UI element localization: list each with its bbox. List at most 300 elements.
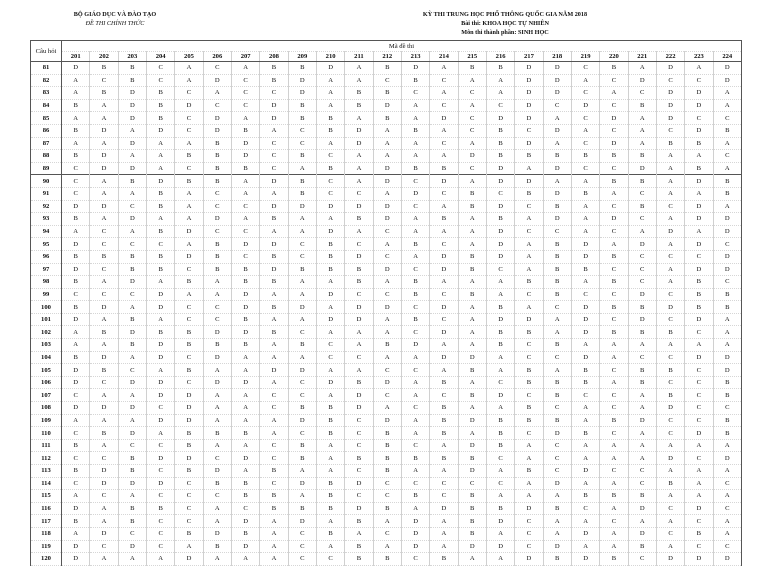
answer-cell: B [203,339,231,352]
answer-cell: A [288,276,316,289]
answer-cell: D [571,99,599,112]
answer-cell: C [260,162,288,175]
answer-cell: C [288,553,316,566]
question-column-header: Câu hỏi [31,41,62,62]
answer-cell: B [118,175,146,188]
answer-cell: B [345,540,373,553]
answer-cell: D [288,200,316,213]
answer-cell: A [401,351,429,364]
answer-cell: B [656,389,684,402]
answer-cell: A [203,553,231,566]
answer-cell: B [543,238,571,251]
answer-cell: D [203,326,231,339]
answer-cell: D [486,250,514,263]
answer-cell: C [316,187,344,200]
answer-cell: D [90,162,118,175]
answer-cell: A [62,225,90,238]
answer-cell: D [515,62,543,75]
answer-cell: D [571,527,599,540]
answer-cell: C [90,263,118,276]
answer-cell: D [62,502,90,515]
answer-cell: B [345,99,373,112]
answer-cell: A [486,527,514,540]
answer-cell: D [118,162,146,175]
answer-cell: B [685,276,713,289]
answer-cell: A [458,326,486,339]
ministry-name: BỘ GIÁO DỤC VÀ ĐÀO TẠO [73,11,157,18]
answer-cell: A [430,339,458,352]
answer-cell: A [628,137,656,150]
answer-cell: C [600,288,628,301]
answer-cell: A [345,62,373,75]
answer-cell: B [146,225,174,238]
answer-cell: C [656,250,684,263]
answer-cell: B [628,326,656,339]
answer-cell: C [345,414,373,427]
answer-cell: A [685,465,713,478]
answer-cell: A [62,414,90,427]
answer-cell: B [316,527,344,540]
answer-cell: C [486,263,514,276]
answer-cell: C [543,225,571,238]
answer-cell: B [713,187,741,200]
answer-cell: D [515,502,543,515]
answer-cell: A [231,439,259,452]
answer-cell: B [600,490,628,503]
answer-cell: B [345,276,373,289]
answer-cell: C [231,200,259,213]
answer-cell: B [288,62,316,75]
answer-cell: C [316,150,344,163]
question-number: 117 [31,515,62,528]
answer-cell: B [90,364,118,377]
exam-code-cell: 211 [345,52,373,62]
answer-cell: B [515,150,543,163]
answer-cell: A [118,124,146,137]
answer-cell: C [713,238,741,251]
answer-cell: D [175,402,203,415]
answer-cell: B [203,263,231,276]
answer-cell: A [316,540,344,553]
answer-cell: A [231,553,259,566]
answer-cell: B [203,477,231,490]
answer-cell: B [486,62,514,75]
answer-cell: A [118,187,146,200]
answer-cell: D [175,250,203,263]
answer-cell: A [118,301,146,314]
answer-cell: A [260,553,288,566]
answer-cell: A [600,187,628,200]
answer-cell: A [316,515,344,528]
answer-cell: C [316,351,344,364]
answer-cell: C [656,527,684,540]
answer-cell: C [685,364,713,377]
answer-cell: A [458,238,486,251]
answer-cell: B [600,553,628,566]
answer-cell: D [62,364,90,377]
exam-code-cell: 221 [628,52,656,62]
question-number: 109 [31,414,62,427]
answer-cell: C [203,225,231,238]
answer-cell: A [175,62,203,75]
answer-cell: C [373,389,401,402]
answer-cell: D [345,389,373,402]
answer-cell: C [600,515,628,528]
answer-cell: D [373,99,401,112]
answer-cell: D [373,200,401,213]
answer-cell: D [685,238,713,251]
answer-cell: B [515,187,543,200]
answer-cell: C [401,326,429,339]
question-number: 120 [31,553,62,566]
answer-cell: D [401,339,429,352]
answer-cell: B [656,326,684,339]
answer-cell: B [288,187,316,200]
answer-cell: A [288,490,316,503]
answer-cell: A [713,87,741,100]
answer-cell: C [231,250,259,263]
answer-cell: A [373,276,401,289]
answer-cell: C [430,137,458,150]
answer-cell: A [231,402,259,415]
answer-cell: D [90,351,118,364]
answer-cell: B [90,87,118,100]
answer-cell: C [713,502,741,515]
question-number: 98 [31,276,62,289]
answer-cell: D [656,402,684,415]
exam-code-cell: 210 [316,52,344,62]
answer-cell: C [515,527,543,540]
answer-cell: A [571,74,599,87]
answer-cell: B [628,99,656,112]
exam-code-cell: 220 [600,52,628,62]
answer-cell: A [600,502,628,515]
exam-code-cell: 209 [288,52,316,62]
answer-cell: C [118,439,146,452]
answer-cell: C [260,87,288,100]
answer-cell: D [288,515,316,528]
answer-cell: C [430,187,458,200]
answer-cell: D [543,540,571,553]
answer-cell: B [345,87,373,100]
answer-cell: C [62,288,90,301]
answer-cell: B [628,364,656,377]
exam-subject: Môn thi thành phần: SINH HỌC [461,29,549,36]
answer-cell: D [118,427,146,440]
answer-cell: B [486,502,514,515]
answer-cell: C [175,112,203,125]
answer-cell: B [146,112,174,125]
answer-cell: C [656,351,684,364]
answer-cell: A [373,540,401,553]
answer-cell: A [656,187,684,200]
answer-cell: B [260,301,288,314]
answer-cell: A [401,502,429,515]
answer-cell: D [515,99,543,112]
answer-cell: A [316,99,344,112]
question-number: 82 [31,74,62,87]
question-number: 105 [31,364,62,377]
answer-cell: A [430,124,458,137]
answer-cell: B [628,490,656,503]
answer-cell: A [90,339,118,352]
answer-cell: B [316,238,344,251]
answer-cell: B [316,427,344,440]
answer-cell: C [175,87,203,100]
answer-cell: A [713,339,741,352]
answer-cell: A [458,225,486,238]
answer-cell: D [345,477,373,490]
answer-cell: A [486,553,514,566]
answer-cell: D [571,553,599,566]
answer-cell: A [118,150,146,163]
answer-cell: C [231,99,259,112]
answer-cell: C [260,439,288,452]
exam-code-cell: 205 [175,52,203,62]
answer-cell: A [656,465,684,478]
answer-cell: D [118,326,146,339]
answer-cell: A [90,313,118,326]
table-row [31,540,742,553]
answer-cell: B [231,477,259,490]
answer-cell: D [118,213,146,226]
exam-code-header: Mã đề thi [62,41,742,52]
exam-title: KỲ THI TRUNG HỌC PHỔ THÔNG QUỐC GIA NĂM 2018 [422,11,588,18]
answer-cell: B [515,376,543,389]
answer-cell: D [486,200,514,213]
answer-cell: A [260,414,288,427]
answer-cell: D [685,213,713,226]
answer-cell: A [600,439,628,452]
answer-cell: A [401,389,429,402]
answer-cell: D [486,112,514,125]
exam-code-cell: 223 [685,52,713,62]
answer-cell: C [90,490,118,503]
question-number: 94 [31,225,62,238]
answer-cell: C [656,124,684,137]
answer-cell: A [656,515,684,528]
answer-cell: B [713,427,741,440]
answer-cell: C [571,288,599,301]
answer-cell: B [345,515,373,528]
answer-cell: D [203,74,231,87]
answer-cell: D [118,137,146,150]
answer-cell: C [515,200,543,213]
answer-cell: B [118,62,146,75]
answer-cell: C [345,187,373,200]
question-number: 108 [31,402,62,415]
question-number: 101 [31,313,62,326]
answer-cell: A [600,351,628,364]
answer-cell: A [146,553,174,566]
answer-cell: C [203,490,231,503]
answer-cell: D [685,351,713,364]
answer-cell: D [685,502,713,515]
answer-cell: A [571,439,599,452]
answer-cell: C [486,99,514,112]
answer-cell: A [345,527,373,540]
table-row [31,376,742,389]
answer-cell: C [713,402,741,415]
answer-cell: B [628,150,656,163]
exam-header [380,10,630,37]
answer-cell: C [600,162,628,175]
answer-cell: A [628,452,656,465]
answer-cell: C [118,238,146,251]
answer-cell: B [373,87,401,100]
answer-cell: D [486,515,514,528]
answer-cell: A [175,540,203,553]
answer-cell: C [685,402,713,415]
answer-cell: A [345,339,373,352]
answer-cell: A [146,427,174,440]
answer-cell: C [430,490,458,503]
answer-cell: B [458,490,486,503]
exam-code-cell: 217 [515,52,543,62]
answer-cell: C [231,74,259,87]
answer-cell: D [515,74,543,87]
answer-cell: B [543,263,571,276]
answer-cell: D [90,150,118,163]
answer-cell: C [543,402,571,415]
answer-cell: C [515,540,543,553]
answer-cell: B [231,339,259,352]
answer-cell: B [571,364,599,377]
question-number: 86 [31,124,62,137]
answer-cell: A [62,339,90,352]
answer-cell: B [430,452,458,465]
answer-cell: D [345,137,373,150]
answer-cell: C [571,389,599,402]
answer-cell: D [118,112,146,125]
answer-cell: D [118,477,146,490]
exam-code-cell: 204 [146,52,174,62]
answer-cell: A [345,112,373,125]
answer-cell: B [345,213,373,226]
answer-cell: C [628,553,656,566]
answer-cell: C [345,439,373,452]
question-number: 107 [31,389,62,402]
question-number: 104 [31,351,62,364]
answer-cell: D [260,175,288,188]
answer-cell: B [486,124,514,137]
table-row [31,175,742,188]
answer-cell: A [175,213,203,226]
table-row [31,515,742,528]
answer-cell: B [458,62,486,75]
answer-cell: A [486,351,514,364]
answer-cell: A [203,276,231,289]
answer-cell: C [486,376,514,389]
answer-cell: C [515,515,543,528]
answer-cell: B [543,339,571,352]
answer-cell: A [571,515,599,528]
answer-cell: A [345,364,373,377]
answer-cell: A [90,553,118,566]
exam-code-cell: 215 [458,52,486,62]
answer-cell: D [486,225,514,238]
answer-cell: A [515,477,543,490]
answer-cell: D [118,276,146,289]
answer-cell: C [543,439,571,452]
answer-cell: A [345,150,373,163]
answer-cell: A [543,313,571,326]
answer-cell: C [288,527,316,540]
answer-cell: C [600,124,628,137]
table-row [31,427,742,440]
answer-cell: B [203,540,231,553]
answer-cell: B [458,502,486,515]
answer-cell: D [430,301,458,314]
answer-cell: B [685,162,713,175]
answer-cell: C [175,351,203,364]
answer-cell: B [401,313,429,326]
table-row [31,225,742,238]
answer-cell: B [203,175,231,188]
answer-cell: D [713,351,741,364]
answer-cell: B [62,250,90,263]
answer-cell: C [685,452,713,465]
answer-cell: D [656,62,684,75]
answer-cell: D [146,301,174,314]
answer-cell: A [203,402,231,415]
answer-cell: B [486,414,514,427]
answer-cell: D [628,313,656,326]
answer-cell: A [175,187,203,200]
answer-cell: C [401,439,429,452]
answer-cell: A [90,99,118,112]
answer-cell: B [486,339,514,352]
answer-cell: B [656,477,684,490]
answer-cell: A [316,452,344,465]
answer-cell: B [345,376,373,389]
answer-cell: A [203,414,231,427]
answer-cell: A [203,389,231,402]
answer-cell: D [713,553,741,566]
answer-cell: C [288,137,316,150]
answer-cell: D [175,225,203,238]
answer-cell: C [146,465,174,478]
answer-cell: A [316,276,344,289]
answer-cell: C [685,540,713,553]
answer-cell: B [458,527,486,540]
answer-cell: D [118,99,146,112]
table-row [31,263,742,276]
answer-cell: D [373,162,401,175]
answer-cell: B [203,150,231,163]
answer-cell: C [656,74,684,87]
answer-cell: C [175,502,203,515]
answer-cell: A [231,187,259,200]
answer-cell: B [316,250,344,263]
answer-cell: A [543,112,571,125]
answer-cell: C [458,477,486,490]
answer-cell: C [713,540,741,553]
answer-cell: B [458,515,486,528]
answer-cell: A [430,200,458,213]
answer-cell: B [203,238,231,251]
answer-cell: C [600,225,628,238]
answer-cell: D [345,313,373,326]
answer-cell: A [458,553,486,566]
answer-cell: B [260,465,288,478]
answer-cell: A [62,112,90,125]
answer-cell: C [203,452,231,465]
answer-cell: C [373,364,401,377]
answer-cell: C [345,288,373,301]
answer-cell: A [713,137,741,150]
answer-cell: D [628,162,656,175]
